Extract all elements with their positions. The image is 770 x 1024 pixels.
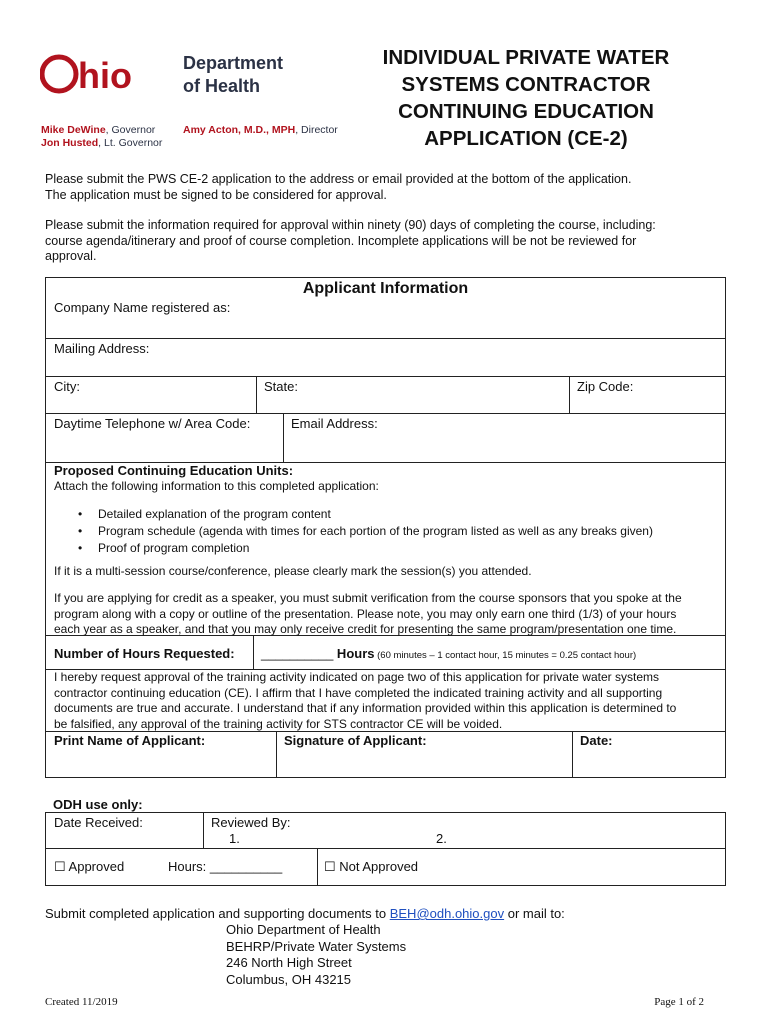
odh-use-box <box>45 812 726 886</box>
governor-block: Mike DeWine, Governor Jon Husted, Lt. Governor <box>41 124 163 149</box>
signature-label: Signature of Applicant: <box>284 733 427 748</box>
applicant-section-title: Applicant Information <box>302 280 469 297</box>
mailing-address-label: Mailing Address: <box>54 341 150 356</box>
city-label: City: <box>54 379 80 394</box>
intro-paragraph-2: Please submit the information required for approval within ninety (90) days of completing the course, including: course agenda/itinerary and proof of course completion. Incomplete applications will be not be reviewed for approval. <box>45 218 656 263</box>
list-item: • Program schedule (agenda with times for each portion of the program listed as well as any breaks given) <box>78 523 653 540</box>
city-state-zip-row <box>45 377 726 414</box>
phone-email-row <box>45 414 726 463</box>
company-name-label: Company Name registered as: <box>54 300 231 315</box>
not-approved-checkbox[interactable]: ☐ Not Approved <box>324 859 419 874</box>
submit-instructions: Submit completed application and supporting documents to BEH@odh.ohio.gov or mail to: <box>45 906 565 921</box>
hours-row <box>45 636 726 670</box>
created-date: Created 11/2019 <box>45 996 118 1008</box>
odh-use-heading: ODH use only: <box>53 797 143 812</box>
email-link[interactable]: BEH@odh.ohio.gov <box>389 906 505 921</box>
phone-label: Daytime Telephone w/ Area Code: <box>54 416 251 431</box>
odh-hours-field[interactable]: Hours: __________ <box>168 859 283 874</box>
multi-session-note: If it is a multi-session course/conference, please clearly mark the session(s) you attended. <box>54 564 532 578</box>
ceu-bullet-list <box>78 506 653 557</box>
date-received-label: Date Received: <box>54 815 143 830</box>
ohio-logo <box>40 52 152 96</box>
reviewed-by-label: Reviewed By: <box>211 815 291 830</box>
reviewer-2: 2. <box>436 831 447 846</box>
page-number: Page 1 of 2 <box>654 996 704 1008</box>
email-label: Email Address: <box>291 416 378 431</box>
mailing-address-block: Ohio Department of Health BEHRP/Private Water Systems 246 North High Street Columbus, OH 43215 <box>226 922 407 987</box>
approved-checkbox[interactable]: ☐ Approved <box>54 859 125 874</box>
speaker-note: If you are applying for credit as a speaker, you must submit verification from the course sponsors that you spoke at the program along with a copy or outline of the presentation. Please note, you may only earn one third (1/3) of your hours each year as a speaker, and that you may only receive credit for presenting the same program/presentation one time. <box>54 591 682 636</box>
mailing-address-field[interactable] <box>45 339 726 377</box>
director-block: Amy Acton, M.D., MPH, Director <box>183 124 338 136</box>
svg-text:hio: hio <box>78 55 132 96</box>
certification-statement: I hereby request approval of the training activity indicated on page two of this application for private water systems contractor continuing education (CE). I affirm that I have completed the indicated training activity and all supporting documents are true and accurate. I understand that if any information provided within this application is determined to be falsified, any approval of the training activity for STS contractor CE will be voided. <box>45 670 726 732</box>
hours-label: Number of Hours Requested: <box>54 646 235 661</box>
form-title: INDIVIDUAL PRIVATE WATER SYSTEMS CONTRACTOR CONTINUING EDUCATION APPLICATION (CE-2) <box>382 46 670 150</box>
list-item: • Proof of program completion <box>78 540 653 557</box>
intro-paragraph-1: Please submit the PWS CE-2 application to the address or email provided at the bottom of the application. The application must be signed to be considered for approval. <box>45 172 632 202</box>
date-label: Date: <box>580 733 613 748</box>
reviewer-1: 1. <box>229 831 240 846</box>
department-name: Department of Health <box>183 53 284 96</box>
signature-row <box>45 732 726 778</box>
list-item: • Detailed explanation of the program content <box>78 506 653 523</box>
hours-input[interactable]: __________ Hours (60 minutes – 1 contact hour, 15 minutes = 0.25 contact hour) <box>261 646 637 661</box>
zip-code-label: Zip Code: <box>577 379 634 394</box>
state-label: State: <box>264 379 298 394</box>
print-name-label: Print Name of Applicant: <box>54 733 206 748</box>
ceu-attach-text: Attach the following information to this completed application: <box>54 479 379 493</box>
company-name-field[interactable] <box>45 277 726 339</box>
ceu-heading: Proposed Continuing Education Units: <box>54 463 294 478</box>
